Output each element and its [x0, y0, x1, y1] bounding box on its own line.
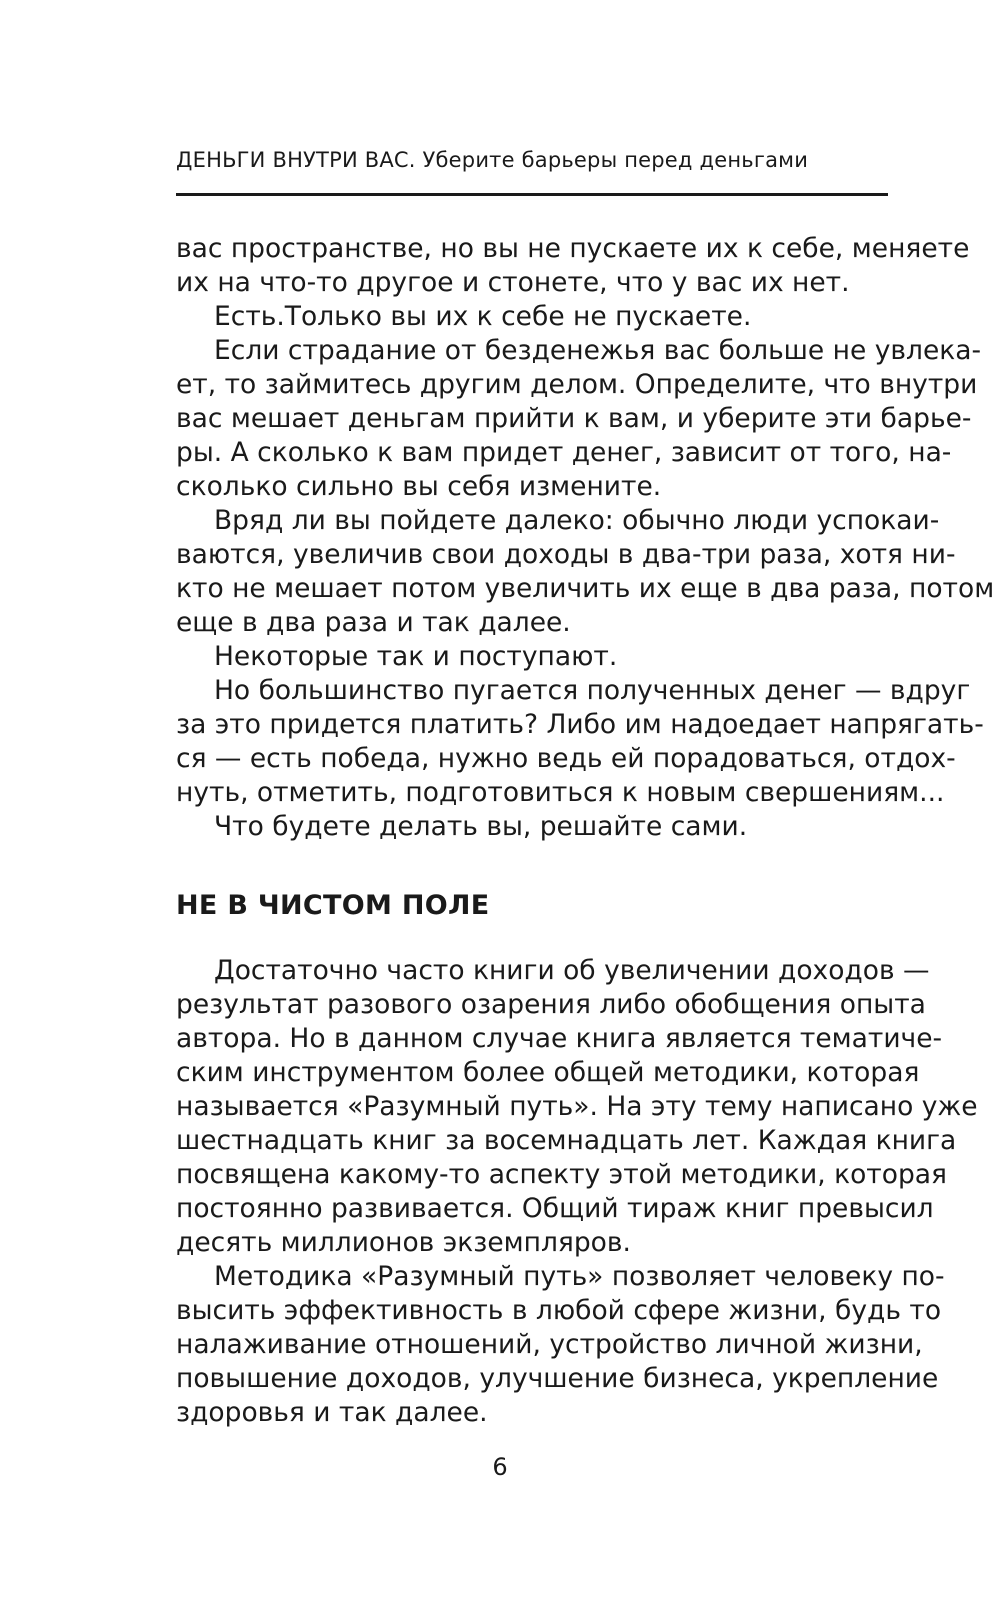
- text-line: Что будете делать вы, решайте сами.: [214, 811, 748, 842]
- text-line: Методика «Разумный путь» позволяет человеку по-: [214, 1261, 945, 1292]
- text-line: налаживание отношений, устройство личной жизни,: [176, 1329, 923, 1360]
- text-line: повышение доходов, улучшение бизнеса, укрепление: [176, 1363, 939, 1394]
- text-line: шестнадцать книг за восемнадцать лет. Каждая книга: [176, 1125, 957, 1156]
- header-divider: [176, 193, 888, 196]
- text-line: Есть.Только вы их к себе не пускаете.: [214, 301, 752, 332]
- text-line: за это придется платить? Либо им надоедает напрягать-: [176, 709, 984, 740]
- body-text-bottom: [176, 954, 978, 1430]
- text-line: результат разового озарения либо обобщения опыта: [176, 989, 926, 1020]
- text-line: ским инструментом более общей методики, которая: [176, 1057, 920, 1088]
- body-text-top: [176, 232, 995, 844]
- page-number: 6: [492, 1453, 508, 1481]
- text-line: нуть, отметить, подготовиться к новым свершениям...: [176, 777, 945, 808]
- text-line: Но большинство пугается полученных денег — вдруг: [214, 675, 971, 706]
- text-line: еще в два раза и так далее.: [176, 607, 571, 638]
- text-line: вас пространстве, но вы не пускаете их к себе, меняете: [176, 233, 970, 264]
- text-line: здоровья и так далее.: [176, 1397, 488, 1428]
- text-line: Достаточно часто книги об увеличении доходов —: [214, 955, 930, 986]
- text-line: ся — есть победа, нужно ведь ей порадоваться, отдох-: [176, 743, 956, 774]
- text-line: посвящена какому-то аспекту этой методики, которая: [176, 1159, 947, 1190]
- running-header: ДЕНЬГИ ВНУТРИ ВАС. Уберите барьеры перед деньгами: [176, 148, 809, 172]
- text-line: ет, то займитесь другим делом. Определите, что внутри: [176, 369, 978, 400]
- text-line: постоянно развивается. Общий тираж книг превысил: [176, 1193, 934, 1224]
- text-line: называется «Разумный путь». На эту тему написано уже: [176, 1091, 978, 1122]
- text-line: десять миллионов экземпляров.: [176, 1227, 631, 1258]
- text-line: ры. А сколько к вам придет денег, зависит от того, на-: [176, 437, 952, 468]
- text-line: Вряд ли вы пойдете далеко: обычно люди успокаи-: [214, 505, 940, 536]
- text-line: автора. Но в данном случае книга является тематиче-: [176, 1023, 943, 1054]
- text-line: высить эффективность в любой сфере жизни, будь то: [176, 1295, 942, 1326]
- text-line: их на что-то другое и стонете, что у вас их нет.: [176, 267, 850, 298]
- section-heading: НЕ В ЧИСТОМ ПОЛЕ: [176, 890, 490, 921]
- text-line: сколько сильно вы себя измените.: [176, 471, 662, 502]
- text-line: Некоторые так и поступают.: [214, 641, 618, 672]
- text-line: ваются, увеличив свои доходы в два-три раза, хотя ни-: [176, 539, 956, 570]
- text-line: Если страдание от безденежья вас больше не увлека-: [214, 335, 982, 366]
- text-line: кто не мешает потом увеличить их еще в два раза, потом: [176, 573, 995, 604]
- text-line: вас мешает деньгам прийти к вам, и уберите эти барье-: [176, 403, 972, 434]
